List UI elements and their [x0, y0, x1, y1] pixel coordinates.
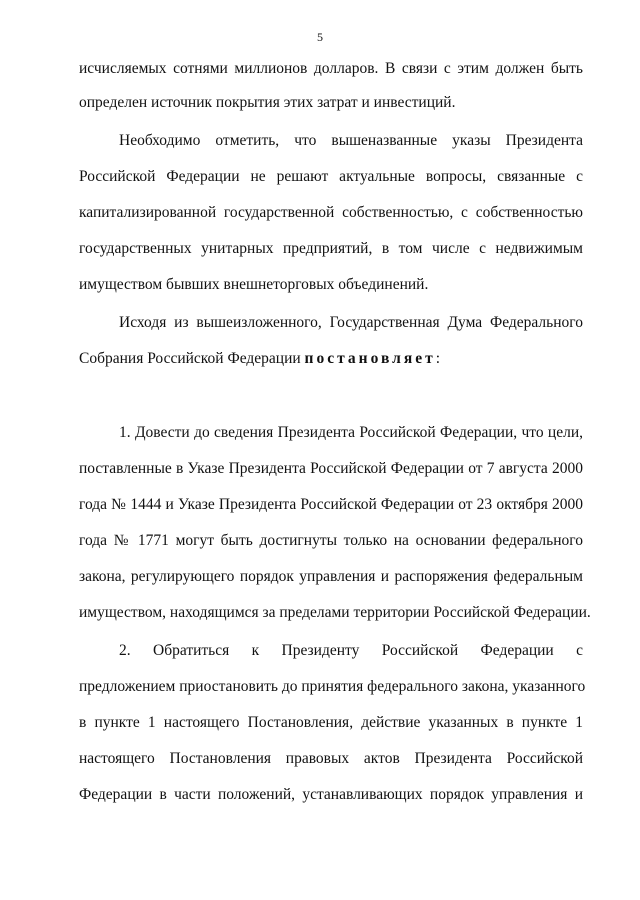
text-line: Федерации в части положений, устанавливающих порядок управления и: [79, 786, 583, 803]
text-line: Необходимо отметить, что вышеназванные указы Президента: [119, 132, 583, 149]
text-segment: :: [435, 350, 441, 367]
text-segment: Собрания Российской Федерации: [79, 350, 305, 367]
resolution-keyword: постановляет: [304, 350, 436, 367]
page-number: 5: [317, 30, 323, 44]
text-line: предложением приостановить до принятия федерального закона, указанного: [79, 678, 586, 695]
text-line: поставленные в Указе Президента Российской Федерации от 7 августа 2000: [79, 460, 583, 477]
text-line: закона, регулирующего порядок управления и распоряжения федеральным: [79, 568, 583, 585]
text-line: года № 1444 и Указе Президента Российской Федерации от 23 октября 2000: [79, 496, 583, 513]
text-line: имуществом, находящимся за пределами территории Российской Федерации.: [79, 604, 591, 621]
resolution-line: [79, 349, 583, 369]
text-line: государственных унитарных предприятий, в том числе с недвижимым: [79, 240, 583, 257]
text-line: определен источник покрытия этих затрат и инвестиций.: [79, 94, 456, 111]
text-line: года № 1771 могут быть достигнуты только на основании федерального: [79, 532, 583, 549]
text-line: настоящего Постановления правовых актов Президента Российской: [79, 750, 583, 767]
text-line: Российской Федерации не решают актуальные вопросы, связанные с: [79, 168, 583, 185]
text-line: имуществом бывших внешнеторговых объединений.: [79, 276, 429, 293]
text-line: 2. Обратиться к Президенту Российской Федерации с: [119, 642, 583, 659]
text-line: исчисляемых сотнями миллионов долларов. В связи с этим должен быть: [79, 60, 583, 77]
text-line: в пункте 1 настоящего Постановления, действие указанных в пункте 1: [79, 714, 583, 731]
text-line: 1. Довести до сведения Президента Российской Федерации, что цели,: [119, 424, 583, 441]
text-line: капитализированной государственной собственностью, с собственностью: [79, 204, 583, 221]
text-line: Исходя из вышеизложенного, Государственная Дума Федерального: [119, 314, 583, 331]
